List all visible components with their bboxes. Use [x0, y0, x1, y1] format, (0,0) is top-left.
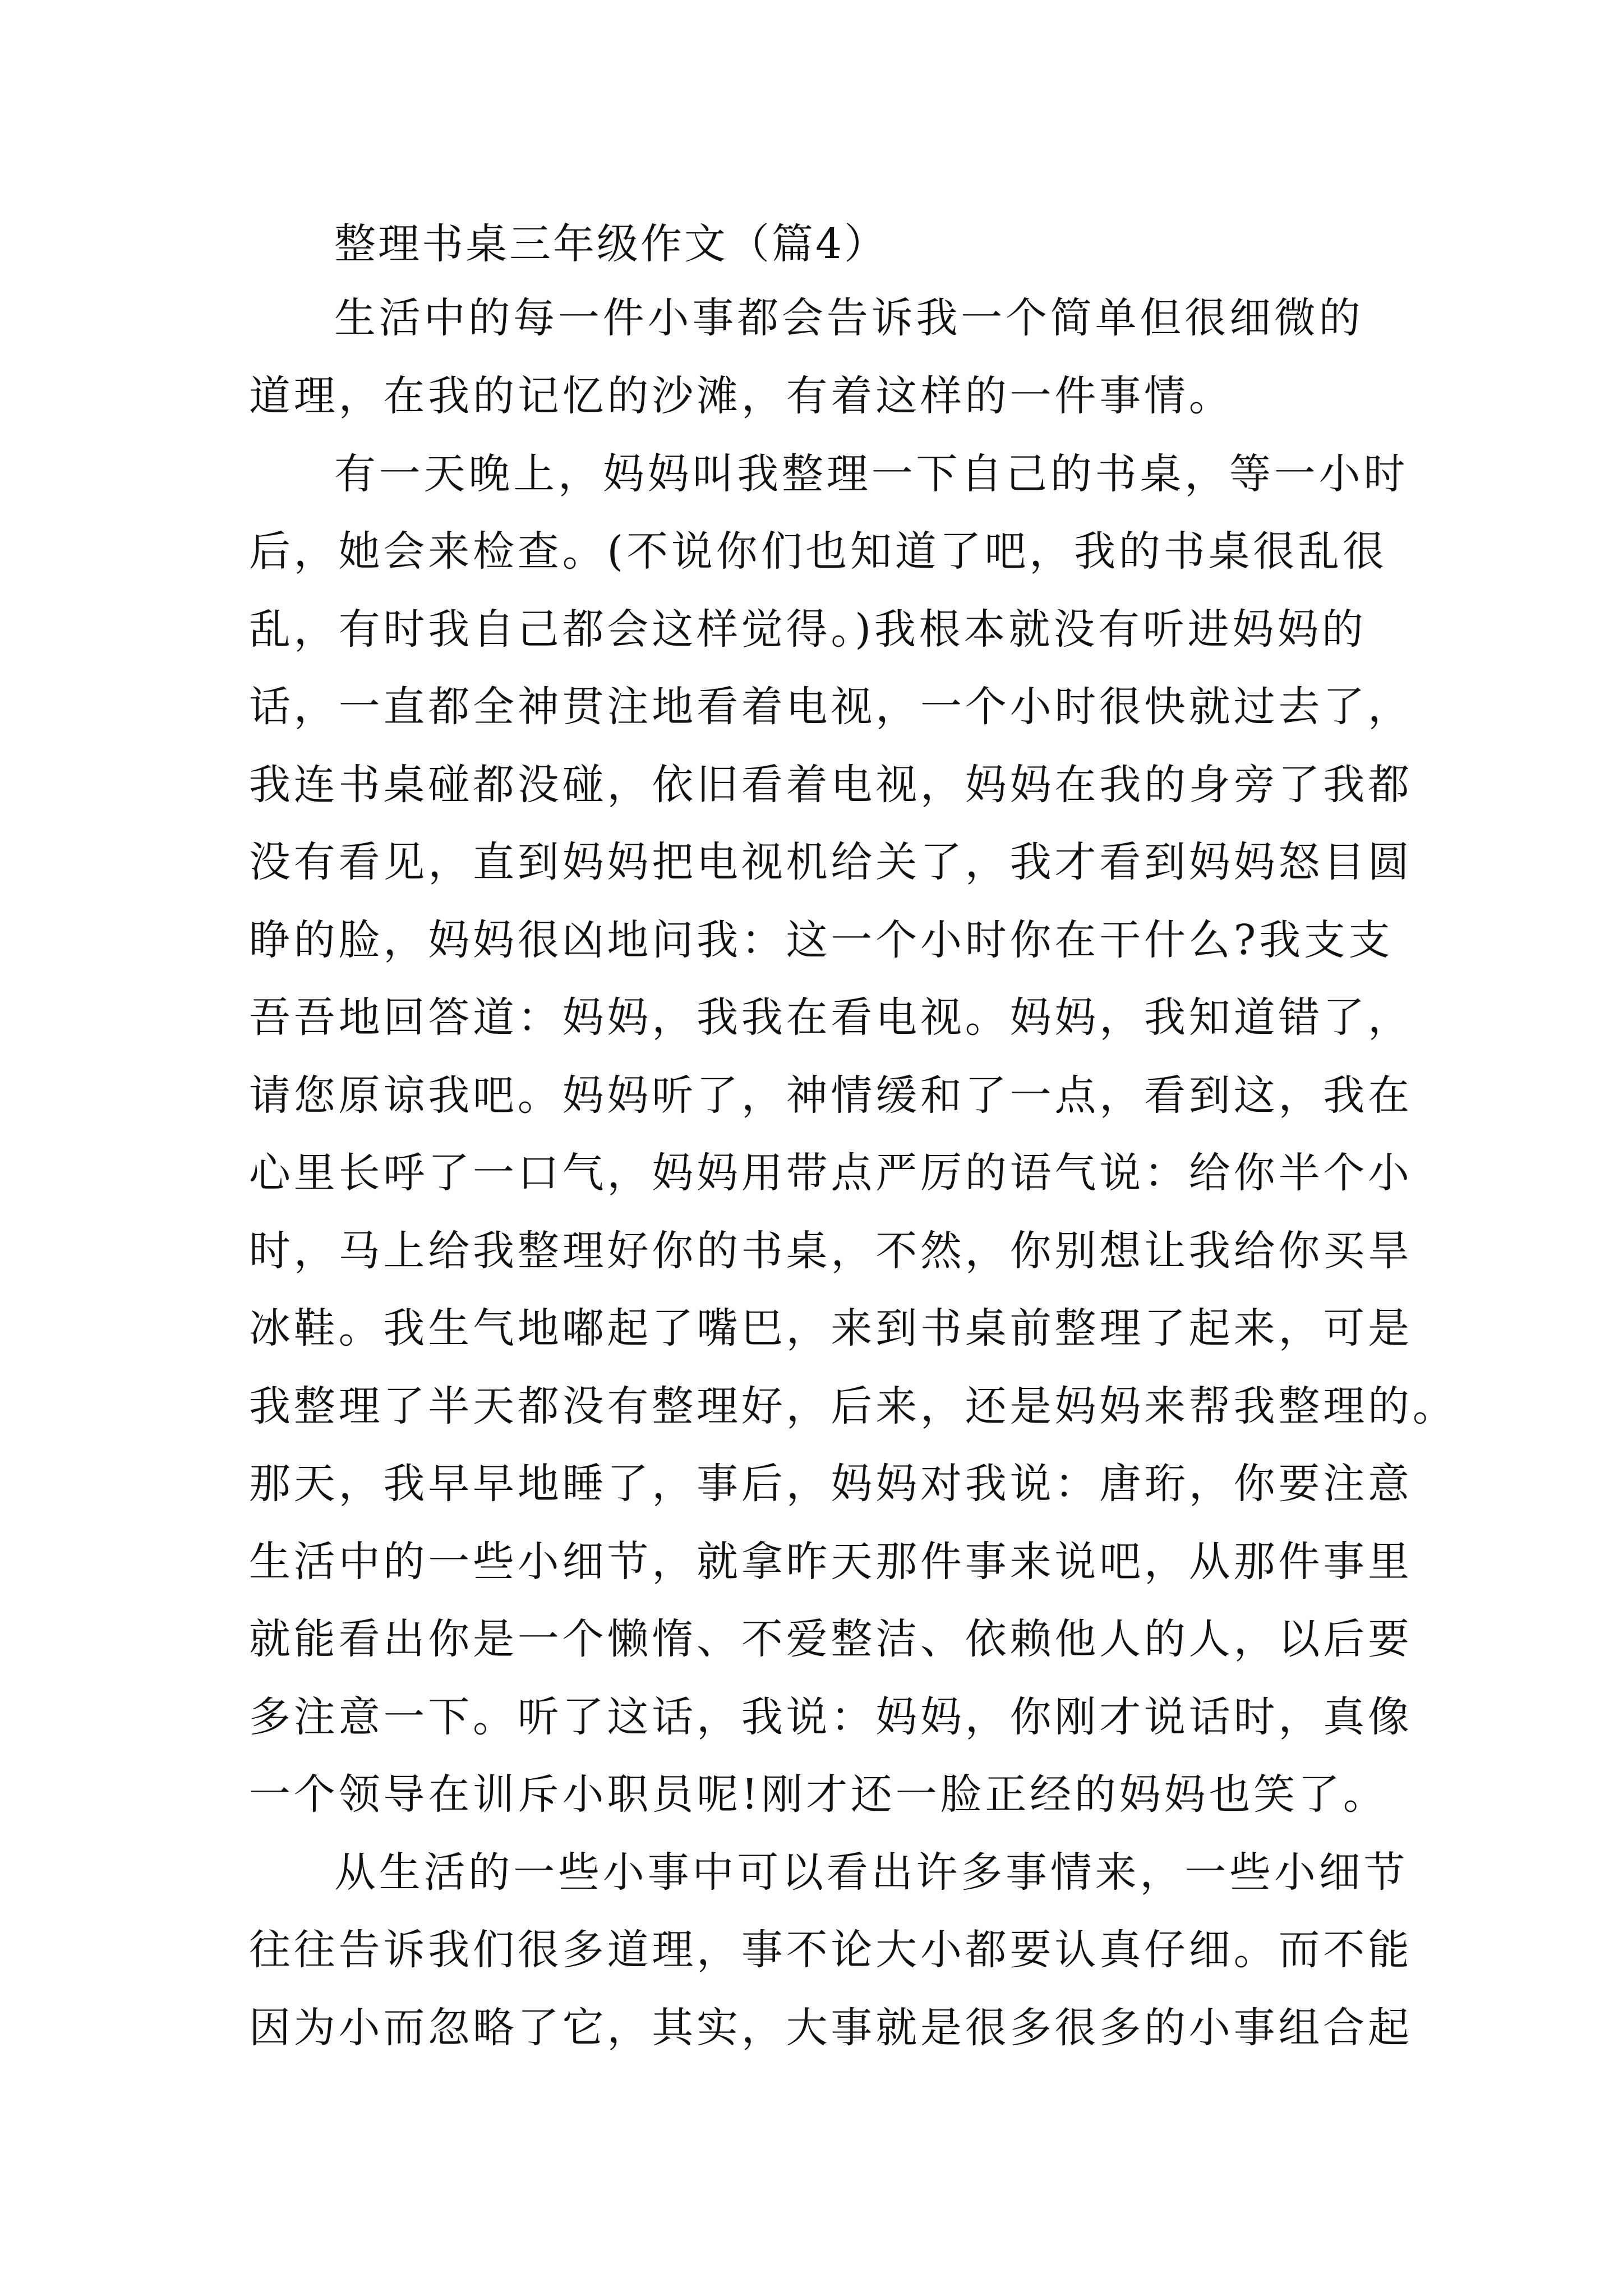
paragraph-2-line-2: 后，她会来检查。(不说你们也知道了吧，我的书桌很乱很 [249, 527, 1387, 576]
paragraph-2-line-16: 就能看出你是一个懒惰、不爱整洁、依赖他人的人，以后要 [249, 1615, 1413, 1663]
paragraph-2-line-8: 吾吾地回答道：妈妈，我我在看电视。妈妈，我知道错了， [249, 993, 1413, 1042]
paragraph-3-line-2: 往往告诉我们很多道理，事不论大小都要认真仔细。而不能 [249, 1926, 1413, 1974]
document-title: 整理书桌三年级作文（篇4） [334, 220, 888, 268]
paragraph-3-line-3: 因为小而忽略了它，其实，大事就是很多很多的小事组合起 [249, 2004, 1413, 2052]
paragraph-2-line-9: 请您原谅我吧。妈妈听了，神情缓和了一点，看到这，我在 [249, 1071, 1413, 1120]
paragraph-2-line-10: 心里长呼了一口气，妈妈用带点严厉的语气说：给你半个小 [249, 1149, 1413, 1197]
paragraph-1-line-1: 生活中的每一件小事都会告诉我一个简单但很细微的 [334, 294, 1364, 342]
paragraph-2-line-6: 没有看见，直到妈妈把电视机给关了，我才看到妈妈怒目圆 [249, 838, 1413, 886]
paragraph-1-line-2: 道理，在我的记忆的沙滩，有着这样的一件事情。 [249, 372, 1234, 420]
paragraph-2-line-3: 乱，有时我自己都会这样觉得。)我根本就没有听进妈妈的 [249, 605, 1367, 654]
paragraph-2-line-17: 多注意一下。听了这话，我说：妈妈，你刚才说话时，真像 [249, 1693, 1413, 1741]
paragraph-2-line-14: 那天，我早早地睡了，事后，妈妈对我说：唐珩，你要注意 [249, 1460, 1413, 1508]
paragraph-2-line-11: 时，马上给我整理好你的书桌，不然，你别想让我给你买旱 [249, 1227, 1413, 1275]
paragraph-2-line-18: 一个领导在训斥小职员呢!刚才还一脸正经的妈妈也笑了。 [249, 1770, 1388, 1819]
paragraph-2-line-13: 我整理了半天都没有整理好，后来，还是妈妈来帮我整理的。 [249, 1382, 1458, 1430]
paragraph-3-line-1: 从生活的一些小事中可以看出许多事情来，一些小细节 [334, 1848, 1409, 1897]
paragraph-2-line-12: 冰鞋。我生气地嘟起了嘴巴，来到书桌前整理了起来，可是 [249, 1304, 1413, 1352]
paragraph-2-line-7: 睁的脸，妈妈很凶地问我：这一个小时你在干什么?我支支 [249, 916, 1394, 964]
paragraph-2-line-15: 生活中的一些小细节，就拿昨天那件事来说吧，从那件事里 [249, 1538, 1413, 1586]
paragraph-2-line-5: 我连书桌碰都没碰，依旧看着电视，妈妈在我的身旁了我都 [249, 761, 1413, 809]
paragraph-2-line-1: 有一天晚上，妈妈叫我整理一下自己的书桌，等一小时 [334, 450, 1409, 498]
paragraph-2-line-4: 话，一直都全神贯注地看着电视，一个小时很快就过去了， [249, 683, 1413, 731]
